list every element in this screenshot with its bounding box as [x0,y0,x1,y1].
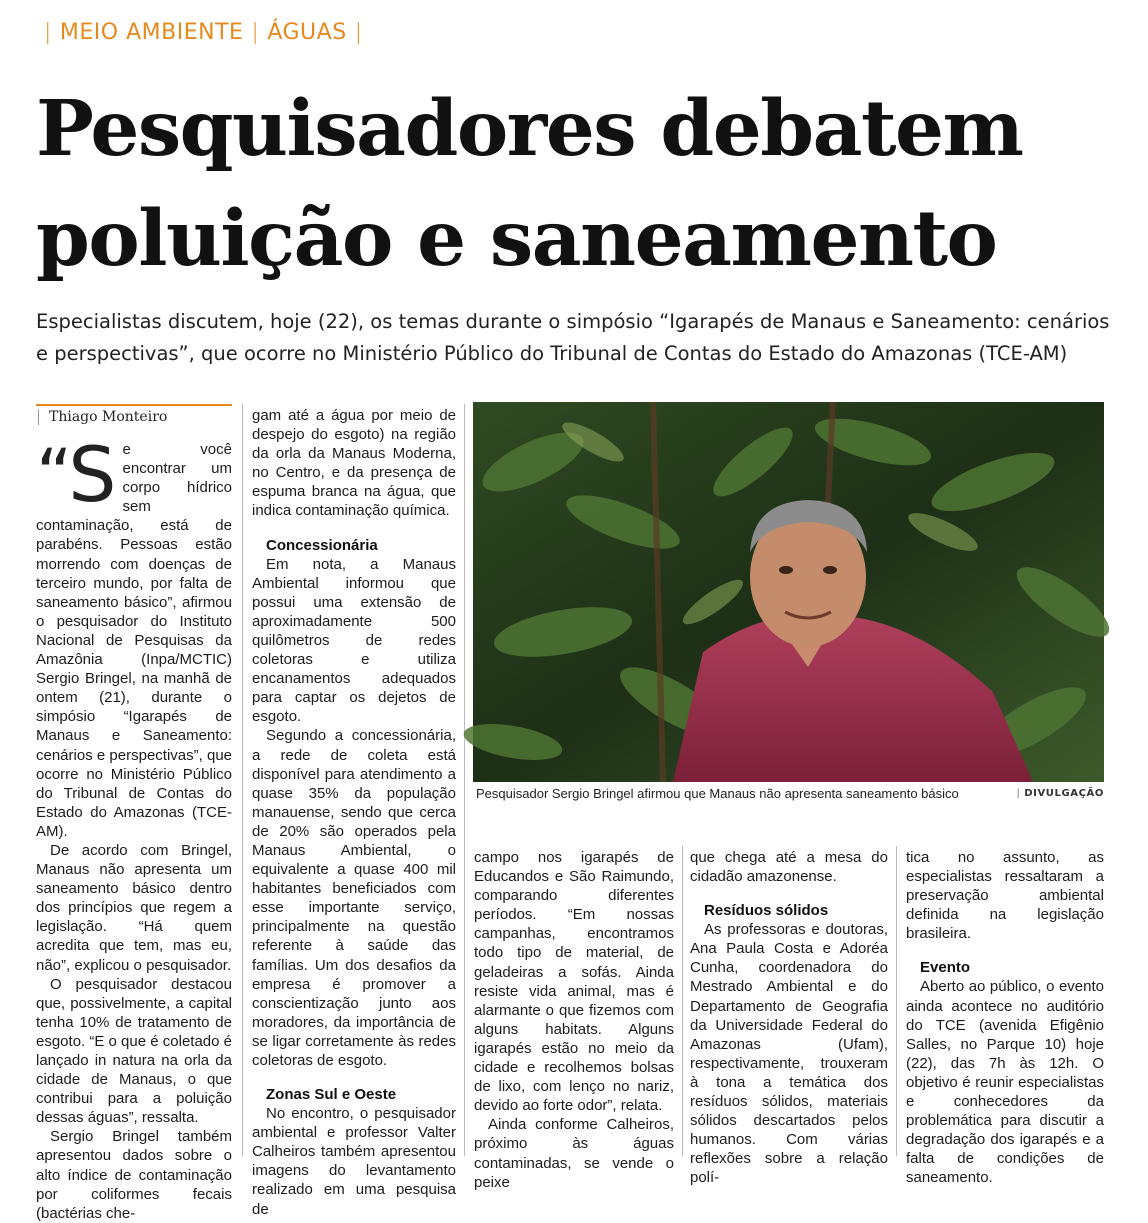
article-column-5 [906,848,1104,1187]
byline [36,404,232,428]
column-rule [464,404,465,1156]
headline-line-2: poluição e saneamento [36,194,997,284]
section-kicker [36,20,371,50]
paragraph: campo nos igarapés de Educandos e São Raimundo, comparando diferentes períodos. “Em nossas campanhas, encontramos todo tipo de material, de geladeiras a sofás. Ainda resiste vida animal, mas é alarmante o que fizemos com alguns habitats. Alguns igarapés estão no meio da cidade e recolhemos bolsas de lixo, com lenço no nariz, devido ao forte odor”, relata. [474,849,674,1115]
subheading: Concessionária [266,536,378,554]
paragraph: Ainda conforme Calheiros, próximo às águas contaminadas, se vende o peixe [474,1116,674,1191]
article-column-1 [36,430,232,1222]
column-rule [896,846,897,1156]
subheading: Zonas Sul e Oeste [266,1086,397,1104]
paragraph: e você encontrar um corpo hídrico sem contaminação, está de parabéns. Pessoas estão morrendo com doenças de terceiro mundo, por falta de saneamento básico”, afirmou o pesquisador do Instituto Nacional de Pesquisas da Amazônia (Inpa/MCTIC) Sergio Bringel, na manhã de ontem (21), durante o simpósio “Igarapés de Manaus e Saneamento: cenários e perspectivas”, que ocorre no Ministério Público do Tribunal de Contas do Estado do Amazonas (TCE-AM). [36,441,232,840]
drop-cap: “S [36,430,117,519]
subheading: Resíduos sólidos [704,902,829,920]
article-column-4 [690,848,888,1187]
author-name: Thiago Monteiro [38,409,167,425]
kicker-divider: | [251,20,260,45]
subsection-name: ÁGUAS [267,20,347,45]
section-name: MEIO AMBIENTE [59,20,244,45]
paragraph: O pesquisador destacou que, possivelmente, a capital tenha 10% de tratamento de esgoto. “E o que é coletado é lançado in natura na orla da cidade de Manaus, o que contribui para a poluição dessas águas”, ressalta. [36,975,232,1127]
photo-credit: | DIVULGAÇÃO [1016,788,1104,799]
article-column-3 [474,848,674,1191]
paragraph: Segundo a concessionária, a rede de coleta está disponível para atendimento a quase 35% da população manauense, sendo que cerca de 20% são operados pela Manaus Ambiental, o equivalente a quase 400 mil habitantes beneficiados com esse importante serviço, principalmente na questão referente à saúde das famílias. Um dos desafios da empresa é promover a conscientização junto aos moradores, da importância de se ligar corretamente às redes coletoras de esgoto. [252,727,456,1069]
paragraph: Aberto ao público, o evento ainda acontece no auditório do TCE (avenida Efigênio Salles, no Parque 10) hoje (22), das 7h às 12h. O objetivo é reunir especialistas e conhecedores da problemática para discutir a degradação dos igarapés e a falta de condições de saneamento. [906,978,1104,1187]
paragraph: As professoras e doutoras, Ana Paula Costa e Adoréa Cunha, coordenadora do Mestrado Ambiental e do Departamento de Geografia da Universidade Federal do Amazonas (Ufam), respectivamente, trouxeram à tona a temática dos resíduos sólidos, materiais sólidos descartados pelos humanos. Com várias reflexões sobre a relação polí- [690,921,888,1187]
paragraph: gam até a água por meio de despejo do esgoto) na região da orla da Manaus Moderna, no Centro, e da presença de espuma branca na água, que indica contaminação química. [252,407,456,520]
kicker-divider: | [44,20,52,45]
headline [36,74,1116,294]
paragraph: De acordo com Bringel, Manaus não apresenta um saneamento básico dentro dos princípios que regem a legislação. “Há quem acredita que tem, mas eu, não”, explicou o pesquisador. [36,841,232,974]
kicker-divider: | [354,20,363,45]
headline-line-1: Pesquisadores debatem [36,84,1023,174]
article-column-2 [252,406,456,1218]
paragraph: No encontro, o pesquisador ambiental e professor Valter Calheiros também apresentou imagens do levantamento realizado em uma pesquisa de [252,1105,456,1218]
researcher-portrait-image [473,402,1104,782]
article-deck: Especialistas discutem, hoje (22), os temas durante o simpósio “Igarapés de Manaus e Saneamento: cenários e perspectivas”, que ocorre no Ministério Público do Tribunal de Contas do Estado do Amazonas (TCE-AM) [36,310,1110,365]
column-rule [242,404,243,1156]
caption-text: Pesquisador Sergio Bringel afirmou que Manaus não apresenta saneamento básico [476,786,959,801]
column-rule [682,846,683,1156]
paragraph: tica no assunto, as especialistas ressaltaram a preservação ambiental definida na legislação brasileira. [906,849,1104,943]
article-photo [473,402,1104,782]
paragraph: que chega até a mesa do cidadão amazonense. [690,849,888,886]
photo-caption [476,786,1104,806]
paragraph: Sergio Bringel também apresentou dados sobre o alto índice de contaminação por coliformes fecais (bactérias che- [36,1128,232,1222]
paragraph: Em nota, a Manaus Ambiental informou que possui uma extensão de aproximadamente 500 quilômetros de redes coletoras e utiliza encanamentos adequados para captar os dejetos de esgoto. [252,555,456,726]
subheading: Evento [920,959,971,977]
